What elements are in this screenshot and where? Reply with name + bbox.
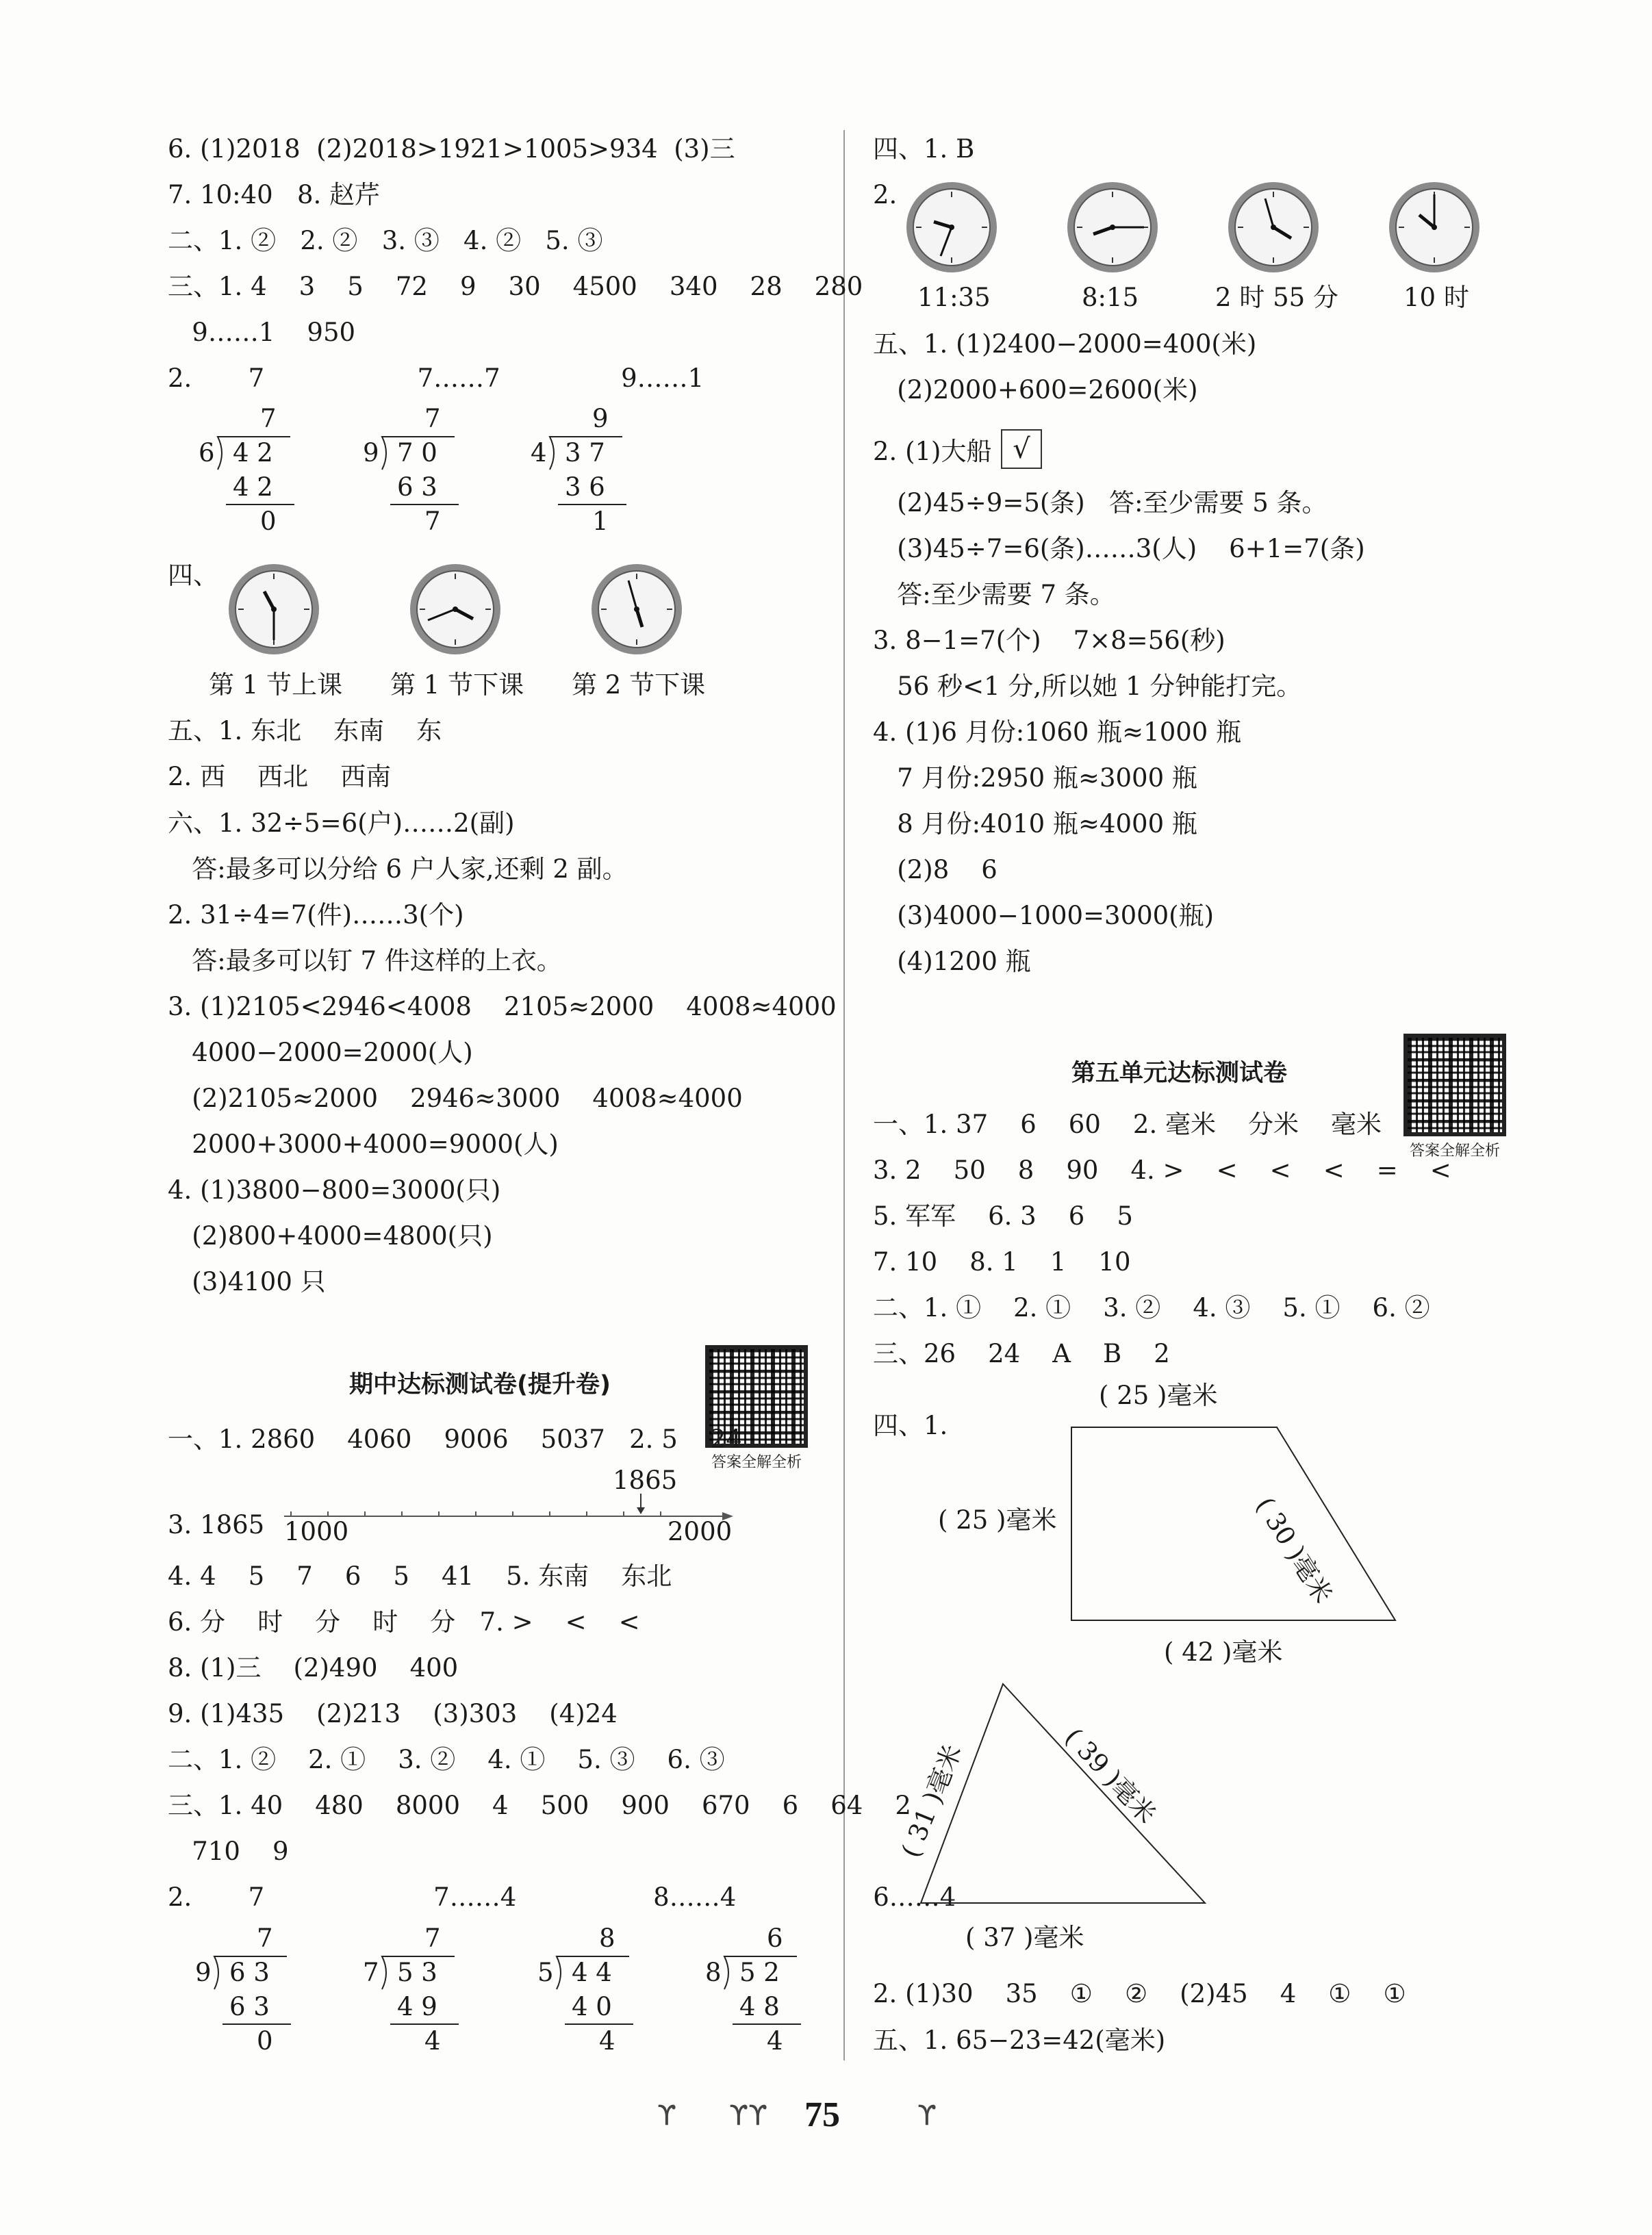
dividend: 5 2 (739, 1958, 780, 1987)
triangle-figure (917, 1681, 1212, 1910)
answer-line: 一、1. 37 6 60 2. 毫米 分米 毫米 (873, 1110, 1382, 1139)
answer-line: 2. 7 7……7 9……1 (168, 363, 704, 393)
answer-line: 7. 10 8. 1 1 10 (873, 1247, 1131, 1277)
division-line (733, 2023, 801, 2025)
answer-line: 五、1. (1)2400−2000=400(米) (873, 329, 1257, 359)
quotient: 8 (599, 1924, 615, 1953)
division-line (226, 504, 294, 505)
trapezoid-figure (1068, 1417, 1403, 1629)
answer-line: 答:至少需要 7 条。 (873, 580, 1115, 609)
dividend: 4 2 (233, 438, 273, 468)
checkbox-checked: √ (1001, 429, 1042, 469)
numberline-mark: 1865 (613, 1466, 678, 1495)
division-line (390, 504, 459, 505)
quotient: 7 (424, 404, 441, 433)
answer-line: 答:最多可以钉 7 件这样的上衣。 (168, 946, 562, 975)
clock-icon (1386, 179, 1482, 275)
dividend: 5 3 (397, 1958, 437, 1987)
answer-line: 五、1. 东北 东南 东 (168, 716, 442, 745)
page-number: 75 (804, 2095, 840, 2134)
division-line (558, 504, 626, 505)
divisor: 9 (363, 438, 379, 468)
trapezoid-bottom-label: ( 42 )毫米 (1164, 1637, 1283, 1667)
answer-line: 2. 7 7……4 8……4 6……4 (168, 1882, 956, 1912)
quotient: 7 (260, 404, 277, 433)
section-title: 第五单元达标测试卷 (1071, 1060, 1288, 1087)
section-title: 期中达标测试卷(提升卷) (349, 1371, 611, 1399)
clock-caption: 第 1 节上课 (209, 670, 343, 700)
answer-line: (2)2105≈2000 2946≈3000 4008≈4000 (168, 1084, 743, 1113)
dividend: 3 7 (565, 438, 605, 468)
remainder: 0 (260, 507, 277, 536)
remainder: 7 (424, 507, 441, 536)
column-divider (843, 130, 845, 2060)
answer-line: 5. 军军 6. 3 6 5 (873, 1201, 1133, 1231)
division-line (565, 2023, 633, 2025)
answer-line: 6. (1)2018 (2)2018>1921>1005>934 (3)三 (168, 134, 735, 164)
trapezoid-slant-label: ( 30 )毫米 (1249, 1492, 1338, 1609)
answer-line: 四、1. (873, 1411, 948, 1440)
answer-line: 2000+3000+4000=9000(人) (168, 1129, 559, 1159)
product: 6 3 (397, 472, 437, 502)
answer-line: 二、1. ① 2. ① 3. ② 4. ③ 5. ① 6. ② (873, 1293, 1430, 1323)
answer-line: 一、1. 2860 4060 9006 5037 2. 5 24 (168, 1425, 742, 1454)
qr-code-image (1403, 1034, 1506, 1136)
clock-caption: 第 2 节下课 (572, 670, 706, 700)
quotient: 7 (424, 1924, 441, 1953)
division-line (223, 2023, 291, 2025)
answer-line: 2. (873, 180, 898, 209)
triangle-left-label: ( 31 )毫米 (895, 1740, 968, 1862)
answer-line: 二、1. ② 2. ① 3. ② 4. ① 5. ③ 6. ③ (168, 1745, 725, 1774)
answer-line: 3. 1865 (168, 1510, 265, 1540)
long-division (356, 404, 466, 541)
clock-caption: 8:15 (1082, 283, 1139, 312)
answer-line: 三、1. 4 3 5 72 9 30 4500 340 28 280 (168, 272, 863, 301)
qr-caption: 答案全解全析 (711, 1454, 802, 1471)
qr-caption: 答案全解全析 (1409, 1142, 1500, 1160)
numberline-start: 1000 (284, 1517, 349, 1546)
dividend: 7 0 (397, 438, 437, 468)
answer-line: 三、26 24 A B 2 (873, 1339, 1170, 1368)
trapezoid-top-label: ( 25 )毫米 (1099, 1381, 1218, 1410)
answer-line: (2)800+4000=4800(只) (168, 1221, 493, 1251)
quotient: 7 (257, 1924, 273, 1953)
quotient: 9 (592, 404, 609, 433)
answer-line: (2)8 6 (873, 855, 997, 884)
answer-line: 4000−2000=2000(人) (168, 1038, 473, 1067)
answer-line: 4. 4 5 7 6 5 41 5. 东南 东北 (168, 1561, 672, 1591)
product: 6 3 (229, 1992, 270, 2021)
divisor: 7 (363, 1958, 379, 1987)
answer-line: 9. (1)435 (2)213 (3)303 (4)24 (168, 1699, 618, 1728)
answer-line: (3)4100 只 (168, 1267, 326, 1297)
answer-line: (2)2000+600=2600(米) (873, 375, 1198, 405)
sprout-icon: ϒ (917, 2100, 937, 2132)
clock-icon (1225, 179, 1321, 275)
long-division (531, 1924, 640, 2060)
division-line (390, 2023, 459, 2025)
divisor: 9 (195, 1958, 212, 1987)
answer-line: 3. (1)2105<2946<4008 2105≈2000 4008≈4000 (168, 992, 837, 1021)
answer-line: 3. 2 50 8 90 4. > < < < = < (873, 1155, 1451, 1185)
answer-line: 7 月份:2950 瓶≈3000 瓶 (873, 763, 1197, 793)
sprout-icon: ϒϒ (729, 2100, 767, 2132)
product: 4 9 (397, 1992, 437, 2021)
answer-line: 三、1. 40 480 8000 4 500 900 670 6 64 2 (168, 1791, 911, 1820)
divisor: 4 (531, 438, 547, 468)
product: 4 8 (739, 1992, 780, 2021)
answer-line: 4. (1)6 月份:1060 瓶≈1000 瓶 (873, 717, 1242, 747)
triangle-bottom-label: ( 37 )毫米 (965, 1923, 1084, 1952)
sprout-icon: ϒ (657, 2100, 676, 2132)
product: 4 2 (233, 472, 273, 502)
long-division (188, 1924, 298, 2060)
answer-line: 9……1 950 (168, 318, 356, 347)
long-division (356, 1924, 466, 2060)
divisor: 5 (537, 1958, 554, 1987)
clock-caption: 第 1 节下课 (390, 670, 524, 700)
answer-line: 710 9 (168, 1837, 289, 1866)
remainder: 4 (599, 2026, 615, 2056)
answer-line: 答:最多可以分给 6 户人家,还剩 2 副。 (168, 854, 628, 884)
long-division (698, 1924, 808, 2060)
answer-line: 56 秒<1 分,所以她 1 分钟能打完。 (873, 672, 1302, 701)
numberline-end: 2000 (668, 1517, 733, 1546)
clock-icon (589, 561, 685, 657)
remainder: 0 (257, 2026, 273, 2056)
dividend: 4 4 (572, 1958, 612, 1987)
product: 4 0 (572, 1992, 612, 2021)
clock-caption: 10 时 (1403, 283, 1469, 312)
divisor: 6 (199, 438, 215, 468)
answer-line: 2. (1)大船 (873, 437, 992, 466)
answer-line: 四、1. B (873, 134, 975, 164)
remainder: 4 (424, 2026, 441, 2056)
clock-caption: 11:35 (917, 283, 991, 312)
long-division (192, 404, 301, 541)
clock-icon (226, 561, 322, 657)
answer-line: 8 月份:4010 瓶≈4000 瓶 (873, 809, 1197, 839)
clock-icon (904, 179, 1000, 275)
answer-line: 五、1. 65−23=42(毫米) (873, 2026, 1166, 2055)
remainder: 1 (592, 507, 609, 536)
answer-line: (3)4000−1000=3000(瓶) (873, 901, 1215, 930)
section-label: 四、 (168, 561, 218, 590)
answer-line: 6. 分 时 分 时 分 7. > < < (168, 1607, 640, 1637)
clock-caption: 2 时 55 分 (1215, 283, 1338, 312)
quotient: 6 (767, 1924, 783, 1953)
answer-line: 4. (1)3800−800=3000(只) (168, 1175, 501, 1205)
answer-line: 2. (1)30 35 ① ② (2)45 4 ① ① (873, 1979, 1406, 2008)
answer-line: 2. 西 西北 西南 (168, 762, 392, 791)
product: 3 6 (565, 472, 605, 502)
trapezoid-left-label: ( 25 )毫米 (938, 1505, 1057, 1535)
answer-line: 8. (1)三 (2)490 400 (168, 1653, 459, 1683)
clock-icon (407, 561, 503, 657)
triangle-right-label: ( 39 )毫米 (1058, 1722, 1162, 1830)
dividend: 6 3 (229, 1958, 270, 1987)
answer-line: 7. 10:40 8. 赵芹 (168, 180, 381, 209)
answer-line: (3)45÷7=6(条)……3(人) 6+1=7(条) (873, 534, 1365, 563)
divisor: 8 (705, 1958, 722, 1987)
answer-line: 2. 31÷4=7(件)……3(个) (168, 900, 464, 930)
qr-code[interactable] (1403, 1034, 1506, 1160)
answer-line: 六、1. 32÷5=6(户)……2(副) (168, 808, 515, 838)
remainder: 4 (767, 2026, 783, 2056)
answer-line: (2)45÷9=5(条) 答:至少需要 5 条。 (873, 488, 1327, 518)
clock-icon (1065, 179, 1160, 275)
long-division (524, 404, 633, 541)
answer-line: (4)1200 瓶 (873, 947, 1031, 976)
answer-line: 3. 8−1=7(个) 7×8=56(秒) (873, 626, 1225, 655)
answer-line: 二、1. ② 2. ② 3. ③ 4. ② 5. ③ (168, 226, 603, 255)
